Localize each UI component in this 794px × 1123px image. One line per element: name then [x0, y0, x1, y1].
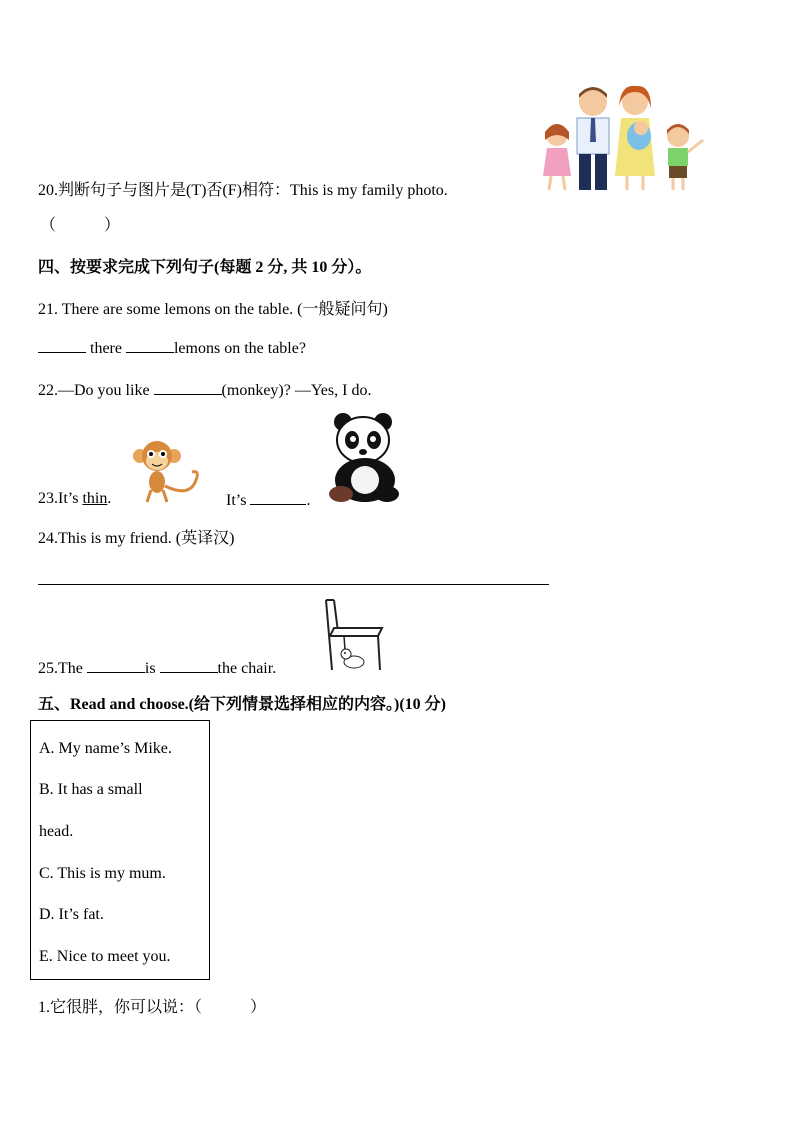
- panda-image: [325, 410, 405, 505]
- question-21-answer-line: [38, 338, 306, 358]
- question-20: 20.判断句子与图片是(T)否(F)相符：This is my family photo.: [38, 182, 448, 199]
- question-21-blank-1[interactable]: [38, 338, 86, 353]
- question-23: [38, 490, 111, 508]
- question-25-prompt: 25.The: [38, 660, 83, 677]
- option-d: D. It’s fat.: [39, 906, 104, 923]
- question-21: 21. There are some lemons on the table. (一般疑问句): [38, 301, 388, 318]
- question-23-blank[interactable]: [250, 490, 306, 505]
- section-4-title: 四、按要求完成下列句子(每题 2 分, 共 10 分）。: [38, 259, 372, 276]
- question-22-blank[interactable]: [154, 380, 222, 395]
- family-photo-image: [535, 80, 715, 195]
- question-21-word-there: there: [90, 340, 122, 357]
- question-24-answer-line[interactable]: [38, 584, 549, 585]
- question-23-word-thin: thin: [82, 490, 108, 507]
- question-25-tail: the chair.: [217, 660, 277, 677]
- option-b: B. It has a small: [39, 781, 143, 798]
- options-box: [30, 720, 210, 980]
- question-25: [38, 658, 276, 678]
- option-b-continued: head.: [39, 823, 74, 840]
- question-23-dot: .: [107, 490, 112, 507]
- question-21-tail: lemons on the table?: [173, 340, 306, 357]
- option-e: E. Nice to meet you.: [39, 948, 171, 965]
- question-23-end: .: [306, 492, 311, 509]
- question-22-prompt: 22.—Do you like: [38, 382, 150, 399]
- question-25-blank-1[interactable]: [87, 658, 145, 673]
- question-22-rest: (monkey)? —Yes, I do.: [221, 382, 372, 399]
- question-23-second: [226, 490, 310, 510]
- question-20-answer-paren[interactable]: （ ）: [40, 217, 121, 234]
- option-c: C. This is my mum.: [39, 865, 166, 882]
- monkey-image: [130, 440, 206, 504]
- question-23-prompt: 23.It’s: [38, 490, 79, 507]
- section-5-title: 五、Read and choose.(给下列情景选择相应的内容。)(10 分): [38, 696, 446, 713]
- chair-with-dog-image: [320, 598, 386, 674]
- question-25-is: is: [144, 660, 156, 677]
- question-22: [38, 380, 371, 400]
- question-25-blank-2[interactable]: [160, 658, 218, 673]
- question-21-blank-2[interactable]: [126, 338, 174, 353]
- question-23-second-prompt: It’s: [226, 492, 247, 509]
- question-24: 24.This is my friend. (英译汉): [38, 530, 235, 547]
- situation-question-1: 1.它很胖，你可以说：（ ）: [38, 999, 267, 1016]
- option-a: A. My name’s Mike.: [39, 740, 172, 757]
